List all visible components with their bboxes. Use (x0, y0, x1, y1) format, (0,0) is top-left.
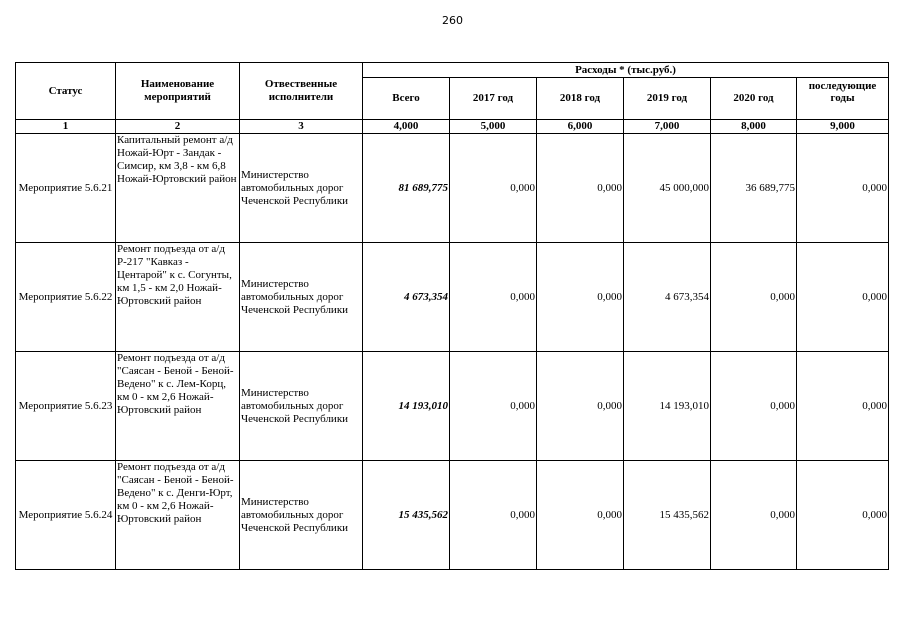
header-year-following: последующие годы (797, 78, 889, 120)
row-total: 14 193,010 (363, 352, 450, 461)
row-event-name: Ремонт подъезда от а/д "Саясан - Беной - Беной-Ведено" к с. Лем-Корц, км 0 - км 2,6 Ножай-Юртовский район (116, 352, 240, 461)
header-executors: Отвественные исполнители (240, 63, 363, 120)
header-status: Статус (16, 63, 116, 120)
column-number: 3 (240, 120, 363, 134)
row-value-2019: 14 193,010 (624, 352, 711, 461)
row-total: 81 689,775 (363, 134, 450, 243)
row-event-name: Ремонт подъезда от а/д "Саясан - Беной - Беной-Ведено" к с. Денги-Юрт, км 0 - км 2,6 Ножай-Юртовский район (116, 461, 240, 570)
column-number: 2 (116, 120, 240, 134)
row-value-following: 0,000 (797, 134, 889, 243)
header-year-2018: 2018 год (537, 78, 624, 120)
row-value-2018: 0,000 (537, 461, 624, 570)
row-status: Мероприятие 5.6.24 (16, 461, 116, 570)
table-row (16, 352, 889, 461)
row-total: 4 673,354 (363, 243, 450, 352)
column-number: 4,000 (363, 120, 450, 134)
table-row (16, 243, 889, 352)
row-value-2019: 4 673,354 (624, 243, 711, 352)
column-number: 5,000 (450, 120, 537, 134)
table-row (16, 134, 889, 243)
column-number: 1 (16, 120, 116, 134)
table-row (16, 461, 889, 570)
column-number: 8,000 (711, 120, 797, 134)
row-executor: Министерство автомобильных дорог Чеченской Республики (240, 134, 363, 243)
row-total: 15 435,562 (363, 461, 450, 570)
row-value-2017: 0,000 (450, 134, 537, 243)
header-year-2020: 2020 год (711, 78, 797, 120)
header-expenses: Расходы * (тыс.руб.) (363, 63, 889, 78)
row-event-name: Ремонт подъезда от а/д Р-217 "Кавказ - Центарой" к с. Согунты, км 1,5 - км 2,0 Ножай-Юртовский район (116, 243, 240, 352)
row-value-2019: 45 000,000 (624, 134, 711, 243)
column-number-row (16, 120, 889, 134)
row-value-2020: 36 689,775 (711, 134, 797, 243)
row-executor: Министерство автомобильных дорог Чеченской Республики (240, 352, 363, 461)
row-value-2017: 0,000 (450, 461, 537, 570)
row-value-following: 0,000 (797, 243, 889, 352)
row-value-2017: 0,000 (450, 352, 537, 461)
row-status: Мероприятие 5.6.21 (16, 134, 116, 243)
row-executor: Министерство автомобильных дорог Чеченской Республики (240, 461, 363, 570)
row-status: Мероприятие 5.6.22 (16, 243, 116, 352)
column-number: 6,000 (537, 120, 624, 134)
row-value-following: 0,000 (797, 352, 889, 461)
row-executor: Министерство автомобильных дорог Чеченской Республики (240, 243, 363, 352)
column-number: 7,000 (624, 120, 711, 134)
row-status: Мероприятие 5.6.23 (16, 352, 116, 461)
row-value-2020: 0,000 (711, 243, 797, 352)
row-value-2018: 0,000 (537, 134, 624, 243)
row-value-2020: 0,000 (711, 461, 797, 570)
budget-table (15, 62, 889, 570)
row-value-2019: 15 435,562 (624, 461, 711, 570)
row-value-2020: 0,000 (711, 352, 797, 461)
row-value-2017: 0,000 (450, 243, 537, 352)
header-year-total: Всего (363, 78, 450, 120)
header-year-2019: 2019 год (624, 78, 711, 120)
header-name: Наименование мероприятий (116, 63, 240, 120)
row-value-2018: 0,000 (537, 243, 624, 352)
column-number: 9,000 (797, 120, 889, 134)
row-event-name: Капитальный ремонт а/д Ножай-Юрт - Зандак - Симсир, км 3,8 - км 6,8 Ножай-Юртовский район (116, 134, 240, 243)
row-value-following: 0,000 (797, 461, 889, 570)
header-row (16, 63, 889, 78)
row-value-2018: 0,000 (537, 352, 624, 461)
header-year-2017: 2017 год (450, 78, 537, 120)
page-number: 260 (442, 14, 463, 27)
